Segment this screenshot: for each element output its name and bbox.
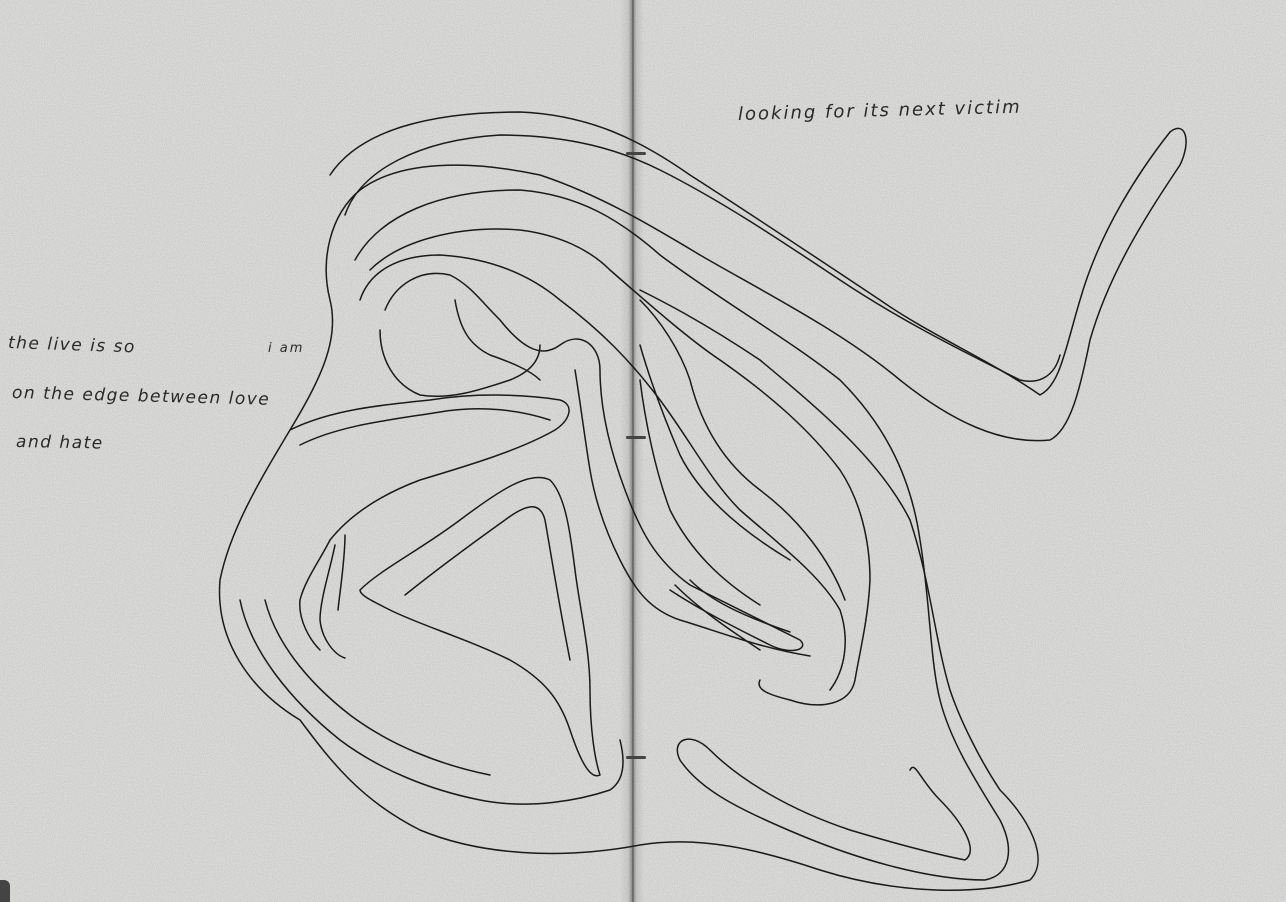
contour-line	[338, 535, 345, 610]
handwritten-line-1: the live is so	[7, 333, 137, 358]
corner-mark	[0, 880, 10, 902]
contour-line	[265, 600, 490, 775]
contour-line	[455, 300, 540, 380]
handwritten-aside: i am	[268, 341, 305, 356]
contour-line	[290, 395, 569, 540]
contour-line	[640, 380, 760, 605]
contour-line	[640, 300, 845, 600]
contour-line	[385, 273, 803, 650]
contour-line	[320, 545, 345, 658]
contour-line	[240, 600, 623, 804]
contour-line	[300, 540, 330, 650]
contour-line	[690, 580, 790, 632]
contour-line	[355, 190, 1008, 880]
contour-line	[575, 370, 810, 656]
contour-line	[220, 112, 1187, 890]
handwritten-caption: looking for its next victim	[737, 96, 1022, 125]
contour-line	[640, 345, 790, 560]
handwritten-line-3: and hate	[15, 432, 104, 454]
handwritten-line-2: on the edge between love	[11, 383, 271, 410]
contour-line	[360, 255, 845, 690]
contour-line	[370, 229, 870, 705]
contour-line	[380, 330, 540, 396]
contour-line	[300, 409, 550, 445]
contour-line	[405, 507, 570, 660]
